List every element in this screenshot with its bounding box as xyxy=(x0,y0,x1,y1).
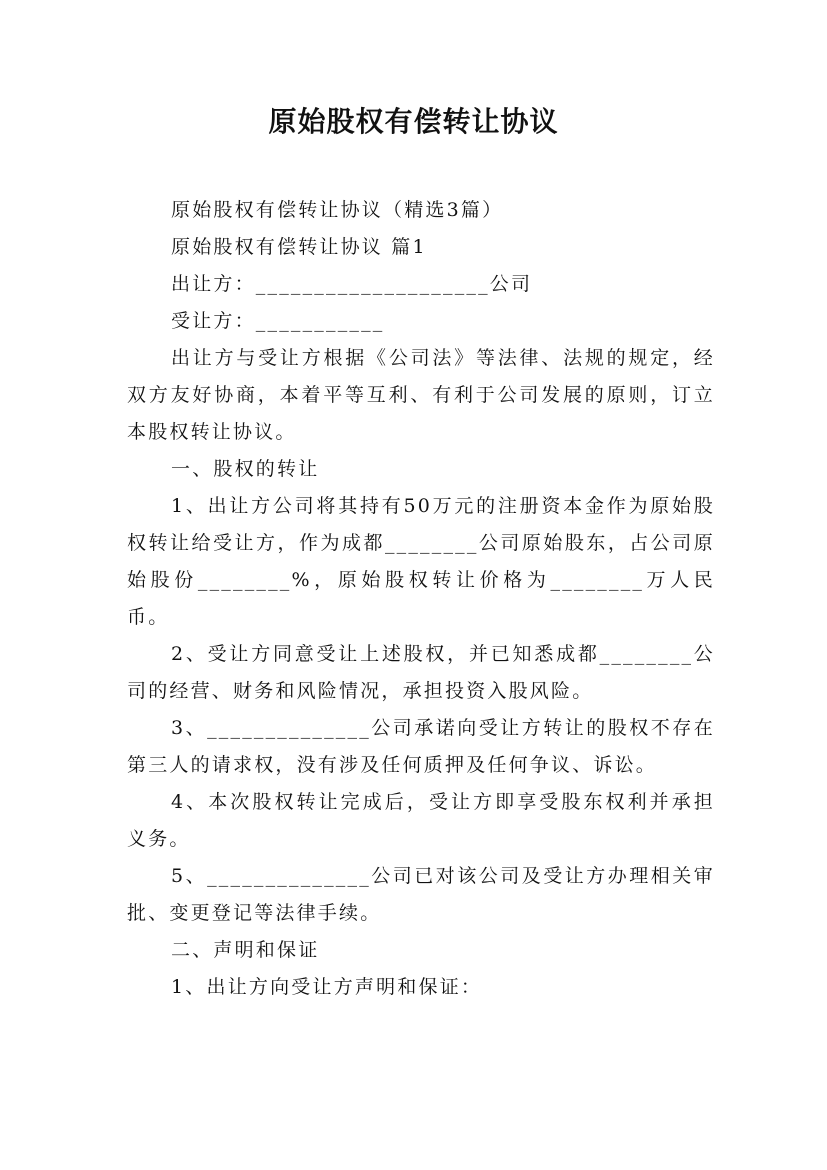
paragraph-transferee: 受让方：___________ xyxy=(171,310,385,332)
document-body xyxy=(127,192,715,1006)
clause-1: 1、出让方公司将其持有50万元的注册资本金作为原始股权转让给受让方，作为成都________公司原始股东，占公司原始股份________%，原始股权转让价格为________万人民币。 xyxy=(127,495,715,628)
paragraph-transferor: 出让方：____________________公司 xyxy=(171,273,533,295)
clause-3: 3、______________公司承诺向受让方转让的股权不存在第三人的请求权，没有涉及任何质押及任何争议、诉讼。 xyxy=(127,717,715,776)
clause-4: 4、本次股权转让完成后，受让方即享受股东权利并承担义务。 xyxy=(127,791,715,850)
section-heading-warranties: 二、声明和保证 xyxy=(171,939,320,961)
warranty-clause-1: 1、出让方向受让方声明和保证： xyxy=(171,976,483,998)
document-title: 原始股权有偿转让协议 xyxy=(268,105,559,138)
paragraph-preamble: 出让方与受让方根据《公司法》等法律、法规的规定，经双方友好协商，本着平等互利、有利于公司发展的原则，订立本股权转让协议。 xyxy=(127,347,715,443)
clause-5: 5、______________公司已对该公司及受让方办理相关审批、变更登记等法律手续。 xyxy=(127,865,715,924)
paragraph-article-heading: 原始股权有偿转让协议 篇1 xyxy=(171,236,427,258)
paragraph-subtitle: 原始股权有偿转让协议（精选3篇） xyxy=(171,199,504,221)
section-heading-transfer: 一、股权的转让 xyxy=(171,458,320,480)
clause-2: 2、受让方同意受让上述股权，并已知悉成都________公司的经营、财务和风险情况，承担投资入股风险。 xyxy=(127,643,715,702)
